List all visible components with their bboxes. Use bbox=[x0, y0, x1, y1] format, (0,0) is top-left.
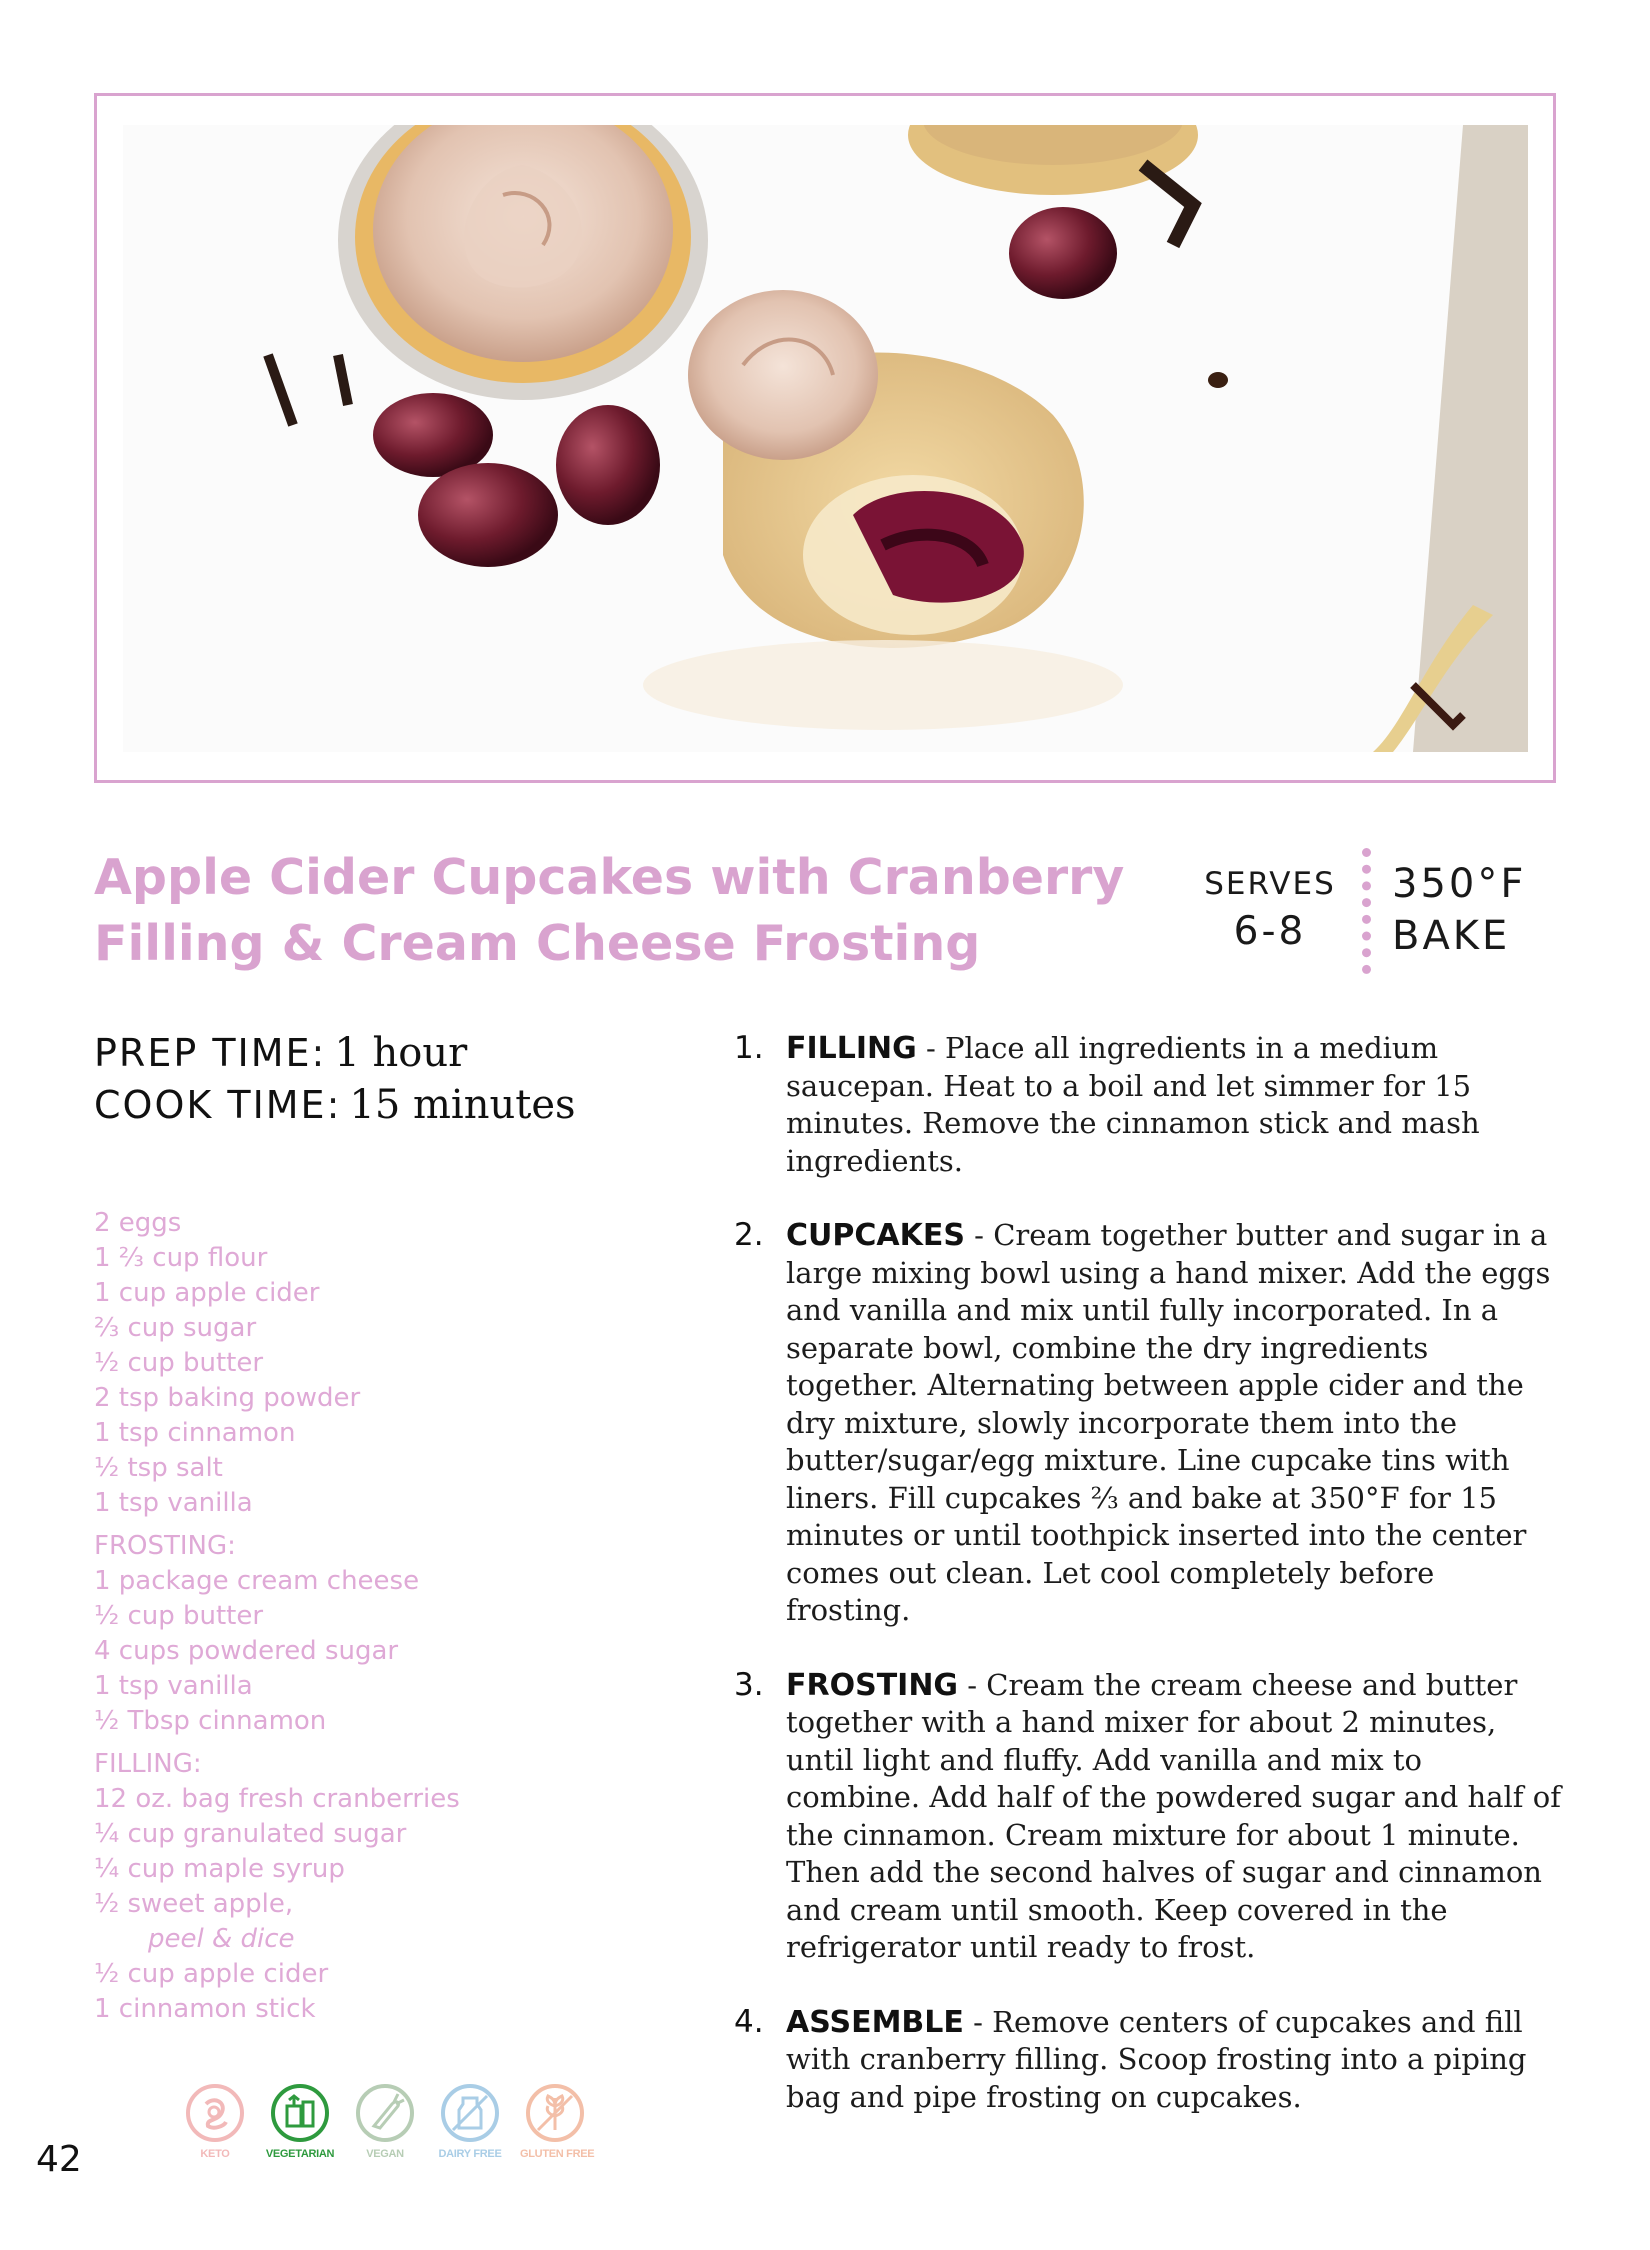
step-text: - Cream together butter and sugar in a large mixing bowl using a hand mixer. Add the eggs and vanilla and mix until fully incorporated. In a separate bowl, combine the dry ingredients together. Alternating between apple cider and the dry mixture, slowly incorporate them into the butter/sugar/egg mixture. Line cupcake tins with liners. Fill cupcakes ⅔ and bake at 350°F for 15 minutes or until toothpick inserted into the center comes out clean. Let cool completely before frosting. bbox=[786, 1218, 1551, 1627]
ingredient-item: ½ tsp salt bbox=[94, 1453, 223, 1483]
instruction-step bbox=[734, 2004, 1564, 2117]
frosting-ingredient-item: ½ Tbsp cinnamon bbox=[94, 1706, 327, 1736]
step-body bbox=[786, 1217, 1564, 1630]
gluten-free-icon bbox=[524, 2082, 586, 2144]
ingredient-item: 2 eggs bbox=[94, 1208, 182, 1238]
filling-heading: FILLING: bbox=[94, 1749, 202, 1779]
vegetarian-badge bbox=[265, 2082, 335, 2162]
step-body bbox=[786, 1030, 1564, 1180]
dotted-divider bbox=[1362, 848, 1371, 974]
ingredients-list bbox=[94, 1206, 654, 2027]
frosting-ingredient-item: 4 cups powdered sugar bbox=[94, 1636, 399, 1666]
cook-time-value: 15 minutes bbox=[349, 1082, 576, 1128]
cook-time-colon: : bbox=[326, 1083, 340, 1127]
frosting-heading: FROSTING: bbox=[94, 1531, 236, 1561]
dairy-free-badge bbox=[435, 2082, 505, 2162]
filling-ingredient-item: 12 oz. bag fresh cranberries bbox=[94, 1784, 460, 1814]
vegetarian-label: VEGETARIAN bbox=[265, 2148, 335, 2160]
bake-temperature: 350°F bbox=[1392, 861, 1527, 907]
step-number: 2. bbox=[734, 1217, 764, 1253]
filling-ingredient-item: ½ sweet apple, bbox=[94, 1889, 294, 1919]
recipe-title: Apple Cider Cupcakes with Cranberry Filling & Cream Cheese Frosting bbox=[94, 849, 1125, 972]
step-text: - Cream the cream cheese and butter together with a hand mixer for about 2 minutes, until light and fluffy. Add vanilla and mix to combine. Add half of the powdered sugar and half of the cinnamon. Cream mixture for about 1 minute. Then add the second halves of sugar and cinnamon and cream until smooth. Keep covered in the refrigerator until ready to frost. bbox=[786, 1667, 1561, 1964]
prep-time-line bbox=[94, 1030, 654, 1082]
temperature-block bbox=[1392, 858, 1552, 962]
vegetarian-icon bbox=[269, 2082, 331, 2144]
step-title: CUPCAKES bbox=[786, 1218, 965, 1253]
filling-ingredient-item: ¼ cup maple syrup bbox=[94, 1854, 345, 1884]
keto-icon bbox=[184, 2082, 246, 2144]
filling-ingredient-item: ½ cup apple cider bbox=[94, 1959, 329, 1989]
step-text: - Remove centers of cupcakes and fill with cranberry filling. Scoop frosting into a piping bag and pipe frosting on cupcakes. bbox=[786, 2004, 1527, 2114]
diet-badges bbox=[180, 2082, 600, 2162]
vegan-label: VEGAN bbox=[366, 2148, 404, 2160]
filling-ingredient-item: 1 cinnamon stick bbox=[94, 1994, 316, 2024]
cook-time-line bbox=[94, 1082, 654, 1134]
step-body bbox=[786, 1667, 1564, 1967]
frosting-ingredient-item: ½ cup butter bbox=[94, 1601, 264, 1631]
step-number: 3. bbox=[734, 1666, 764, 1703]
keto-badge bbox=[180, 2082, 250, 2162]
keto-label: KETO bbox=[200, 2148, 230, 2160]
dairy-free-label: DAIRY FREE bbox=[438, 2148, 502, 2160]
instruction-step bbox=[734, 1217, 1564, 1630]
vegan-icon bbox=[354, 2082, 416, 2144]
serves-label: SERVES bbox=[1204, 866, 1336, 902]
filling-ingredient-item: ¼ cup granulated sugar bbox=[94, 1819, 407, 1849]
instructions-list bbox=[734, 1030, 1564, 2153]
instruction-step bbox=[734, 1030, 1564, 1180]
step-title: FILLING bbox=[786, 1031, 917, 1066]
gluten-free-label: GLUTEN FREE bbox=[520, 2148, 595, 2160]
ingredient-item: 1 ⅔ cup flour bbox=[94, 1243, 268, 1273]
ingredient-item: ½ cup butter bbox=[94, 1348, 264, 1378]
step-body bbox=[786, 2004, 1564, 2117]
prep-time-label: PREP TIME bbox=[94, 1031, 312, 1075]
photo-frame bbox=[94, 93, 1556, 783]
vegan-badge bbox=[350, 2082, 420, 2162]
filling-ingredient-note: peel & dice bbox=[148, 1924, 295, 1954]
recipe-times bbox=[94, 1030, 654, 1134]
serves-block bbox=[1195, 862, 1345, 958]
serves-value: 6-8 bbox=[1233, 909, 1307, 954]
cupcake-photo bbox=[123, 125, 1528, 752]
ingredient-item: 1 tsp vanilla bbox=[94, 1488, 253, 1518]
step-title: FROSTING bbox=[786, 1667, 959, 1703]
prep-time-colon: : bbox=[311, 1031, 325, 1075]
frosting-ingredient-item: 1 tsp vanilla bbox=[94, 1671, 253, 1701]
cook-time-label: COOK TIME bbox=[94, 1083, 327, 1127]
ingredient-item: ⅔ cup sugar bbox=[94, 1313, 257, 1343]
page-number: 42 bbox=[36, 2139, 82, 2180]
step-text: - Place all ingredients in a medium saucepan. Heat to a boil and let simmer for 15 minutes. Remove the cinnamon stick and mash ingredients. bbox=[786, 1031, 1480, 1178]
ingredient-item: 2 tsp baking powder bbox=[94, 1383, 361, 1413]
gluten-free-badge bbox=[520, 2082, 595, 2162]
ingredient-item: 1 cup apple cider bbox=[94, 1278, 320, 1308]
prep-time-value: 1 hour bbox=[334, 1030, 468, 1076]
cook-method: BAKE bbox=[1392, 913, 1511, 959]
step-title: ASSEMBLE bbox=[786, 2004, 964, 2040]
step-number: 1. bbox=[734, 1030, 764, 1066]
frosting-ingredient-item: 1 package cream cheese bbox=[94, 1566, 420, 1596]
step-number: 4. bbox=[734, 2003, 764, 2040]
ingredient-item: 1 tsp cinnamon bbox=[94, 1418, 296, 1448]
dairy-free-icon bbox=[439, 2082, 501, 2144]
instruction-step bbox=[734, 1667, 1564, 1967]
